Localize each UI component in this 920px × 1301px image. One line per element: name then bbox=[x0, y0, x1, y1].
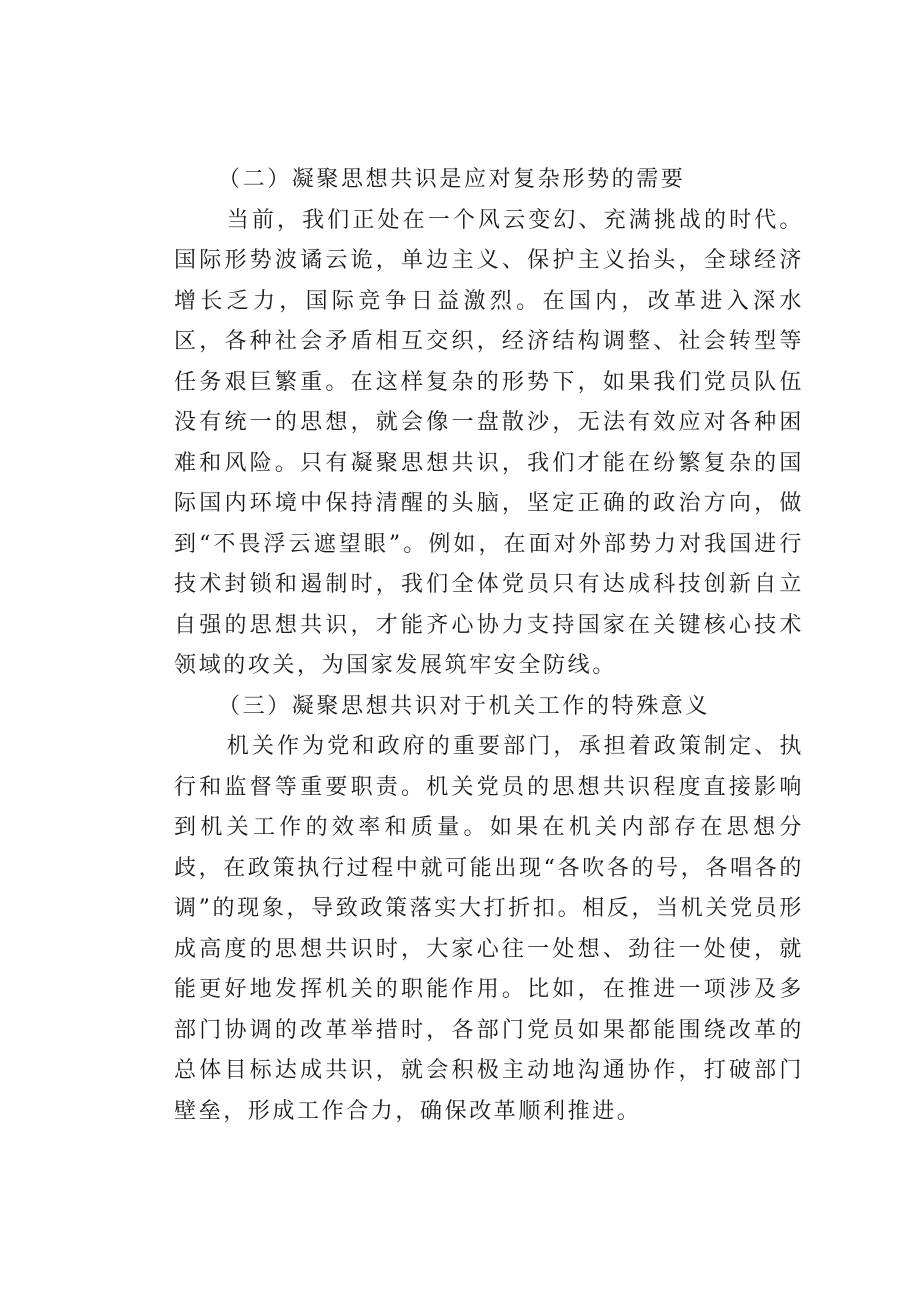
document-body bbox=[174, 160, 804, 1132]
section-paragraph: 当前，我们正处在一个风云变幻、充满挑战的时代。国际形势波谲云诡，单边主义、保护主义抬头，全球经济增长乏力，国际竞争日益激烈。在国内，改革进入深水区，各种社会矛盾相互交织，经济结构调整、社会转型等任务艰巨繁重。在这样复杂的形势下，如果我们党员队伍没有统一的思想，就会像一盘散沙，无法有效应对各种困难和风险。只有凝聚思想共识，我们才能在纷繁复杂的国际国内环境中保持清醒的头脑，坚定正确的政治方向，做到“不畏浮云遮望眼”。例如，在面对外部势力对我国进行技术封锁和遏制时，我们全体党员只有达成科技创新自立自强的思想共识，才能齐心协力支持国家在关键核心技术领域的攻关，为国家发展筑牢安全防线。 bbox=[174, 207, 804, 678]
section-paragraph: 机关作为党和政府的重要部门，承担着政策制定、执行和监督等重要职责。机关党员的思想共识程度直接影响到机关工作的效率和质量。如果在机关内部存在思想分歧，在政策执行过程中就可能出现“各吹各的号，各唱各的调”的现象，导致政策落实大打折扣。相反，当机关党员形成高度的思想共识时，大家心往一处想、劲往一处使，就能更好地发挥机关的职能作用。比如，在推进一项涉及多部门协调的改革举措时，各部门党员如果都能围绕改革的总体目标达成共识，就会积极主动地沟通协作，打破部门壁垒，形成工作合力，确保改革顺利推进。 bbox=[174, 734, 804, 1124]
section-2 bbox=[174, 160, 804, 687]
section-heading: （三）凝聚思想共识对于机关工作的特殊意义 bbox=[218, 693, 711, 719]
section-3 bbox=[174, 687, 804, 1133]
section-heading: （二）凝聚思想共识是应对复杂形势的需要 bbox=[218, 167, 686, 192]
